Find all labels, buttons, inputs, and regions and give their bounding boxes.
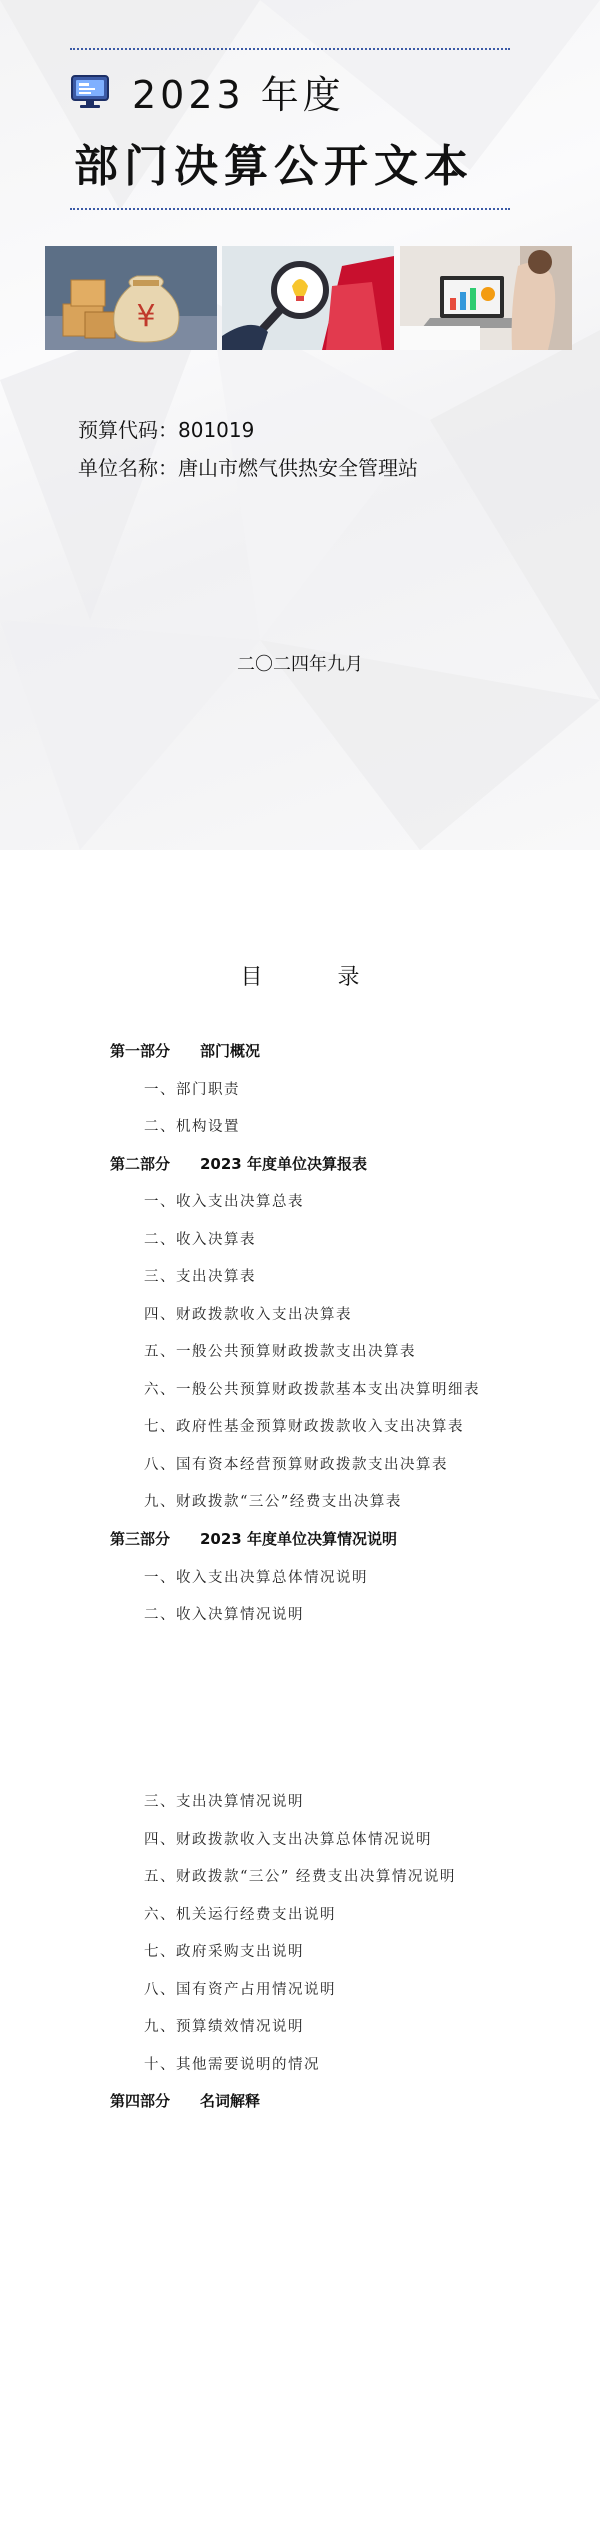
toc-item: 二、收入决算情况说明	[144, 1607, 304, 1623]
unit-name-line	[78, 452, 418, 481]
unit-name-value: 唐山市燃气供热安全管理站	[178, 456, 418, 480]
budget-code-line	[78, 414, 254, 443]
toc-item: 九、财政拨款“三公”经费支出决算表	[144, 1494, 402, 1510]
budget-code-value: 801019	[178, 418, 255, 442]
toc-part-heading	[110, 1528, 397, 1549]
toc-item: 三、支出决算情况说明	[144, 1794, 304, 1810]
toc-item: 八、国有资本经营预算财政拨款支出决算表	[144, 1457, 448, 1473]
toc-item: 九、预算绩效情况说明	[144, 2019, 304, 2035]
toc-item: 二、收入决算表	[144, 1232, 256, 1248]
toc-part-heading	[110, 1040, 260, 1061]
toc-part-number: 第四部分	[110, 2092, 171, 2110]
computer-monitor-icon	[70, 74, 110, 110]
toc-item: 一、收入支出决算总表	[144, 1194, 304, 1210]
toc-item: 六、一般公共预算财政拨款基本支出决算明细表	[144, 1382, 480, 1398]
money-bag-boxes-photo	[45, 246, 217, 350]
cover-page	[0, 0, 600, 850]
toc-item: 一、收入支出决算总体情况说明	[144, 1570, 368, 1586]
toc-part-label: 2023 年度单位决算报表	[200, 1155, 367, 1173]
toc-item: 四、财政拨款收入支出决算总体情况说明	[144, 1832, 432, 1848]
toc-item: 二、机构设置	[144, 1119, 240, 1135]
toc-part-heading	[110, 1153, 367, 1174]
toc-part-label: 2023 年度单位决算情况说明	[200, 1530, 397, 1548]
toc-item: 五、一般公共预算财政拨款支出决算表	[144, 1344, 416, 1360]
year-title: 2023 年度	[132, 73, 345, 117]
bottom-dotted-divider	[70, 208, 510, 210]
toc-part-number: 第二部分	[110, 1155, 171, 1173]
toc-title: 目 录	[240, 965, 394, 990]
toc-part-number: 第三部分	[110, 1530, 171, 1548]
toc-part-number: 第一部分	[110, 1042, 171, 1060]
top-dotted-divider	[70, 48, 510, 50]
lightbulb-magnifier-photo	[222, 246, 394, 350]
toc-item: 七、政府性基金预算财政拨款收入支出决算表	[144, 1419, 464, 1435]
toc-item: 三、支出决算表	[144, 1269, 256, 1285]
toc-item: 一、部门职责	[144, 1082, 240, 1098]
toc-item: 七、政府采购支出说明	[144, 1944, 304, 1960]
main-title: 部门决算公开文本	[74, 141, 474, 192]
toc-part-label: 名词解释	[200, 2092, 261, 2110]
svg-text:¥: ¥	[136, 299, 156, 334]
toc-item: 六、机关运行经费支出说明	[144, 1907, 336, 1923]
unit-name-label: 单位名称：	[78, 456, 178, 480]
toc-item: 十、其他需要说明的情况	[144, 2057, 320, 2073]
toc-item: 五、财政拨款“三公” 经费支出决算情况说明	[144, 1869, 456, 1885]
cover-date: 二〇二四年九月	[237, 654, 363, 675]
toc-part-heading	[110, 2090, 260, 2111]
toc-item: 四、财政拨款收入支出决算表	[144, 1307, 352, 1323]
laptop-charts-photo	[400, 246, 572, 350]
toc-part-label: 部门概况	[200, 1042, 261, 1060]
toc-item: 八、国有资产占用情况说明	[144, 1982, 336, 1998]
budget-code-label: 预算代码：	[78, 418, 178, 442]
